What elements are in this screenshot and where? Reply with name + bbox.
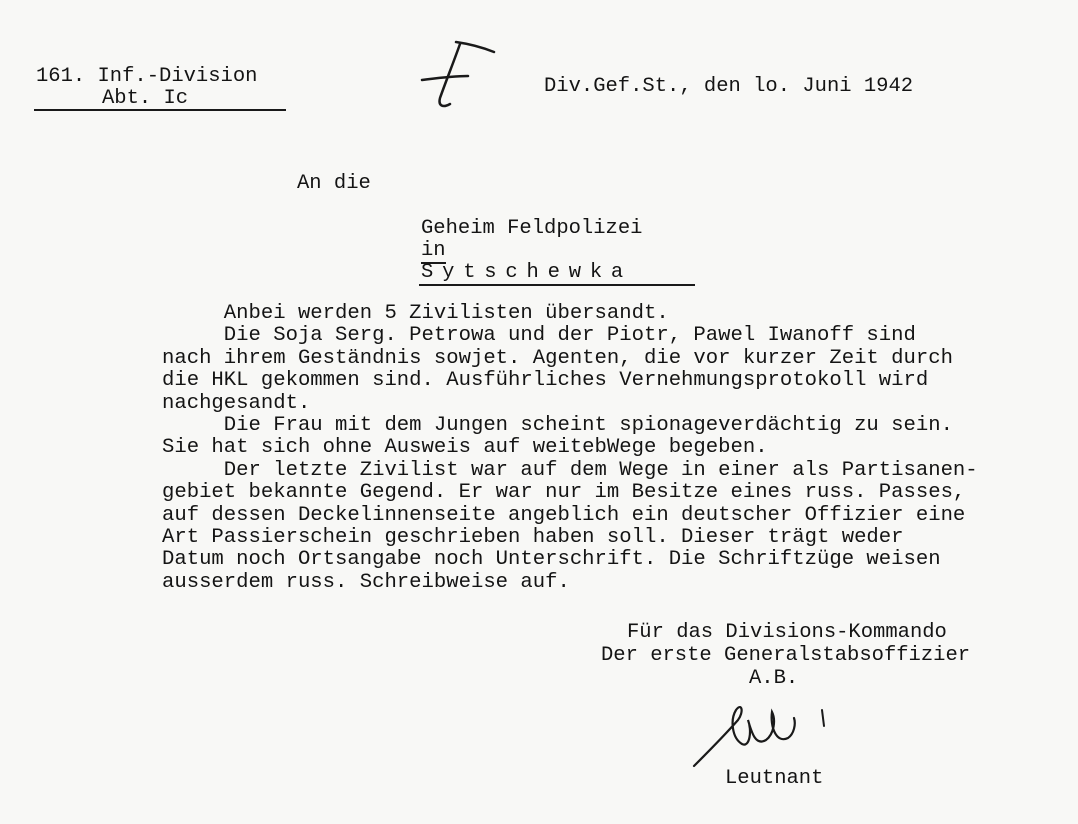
body-line: Art Passierschein geschrieben haben soll. Dieser trägt weder [162,526,904,550]
body-line: die HKL gekommen sind. Ausführliches Vernehmungsprotokoll wird [162,369,929,393]
body-line: nachgesandt. [162,391,311,415]
letterhead [36,66,257,110]
division-name: 161. Inf.-Division [36,65,258,88]
recipient-name: Geheim Feldpolizei [421,217,643,240]
letterhead-underline [34,109,286,111]
place-and-date: Div.Gef.St., den lo. Juni 1942 [544,75,914,98]
handwritten-mark-e [410,36,510,116]
handwritten-signature [690,690,840,770]
body-line: gebiet bekannte Gegend. Er war nur im Besitze eines russ. Passes, [162,481,966,505]
body-line: Anbei werden 5 Zivilisten übersandt. [162,302,669,325]
body-line: auf dessen Deckelinnenseite angeblich ein deutscher Offizier eine [162,503,966,527]
body-line: ausserdem russ. Schreibweise auf. [162,570,570,594]
closing-line-2: Der erste Generalstabsoffizier [601,644,971,667]
body-line: Sie hat sich ohne Ausweis auf weitebWege begeben. [162,436,768,460]
body-line: Die Soja Serg. Petrowa und der Piotr, Pawel Iwanoff sind [162,324,916,348]
closing-rank: Leutnant [725,767,824,790]
body-line: Datum noch Ortsangabe noch Unterschrift. Die Schriftzüge weisen [162,548,941,572]
addressee-salutation: An die [297,172,371,195]
closing-line-1: Für das Divisions-Kommando [627,621,947,644]
recipient-city: Sytschewka [421,261,633,284]
letter-body [162,303,1062,594]
body-line: Die Frau mit dem Jungen scheint spionageverdächtig zu sein. [162,414,953,438]
department-name: Abt. Ic [102,87,189,110]
recipient-in: in [421,239,446,262]
closing-ab: A.B. [749,667,799,690]
body-line: nach ihrem Geständnis sowjet. Agenten, die vor kurzer Zeit durch [162,346,953,370]
city-underline [419,284,695,286]
body-line: Der letzte Zivilist war auf dem Wege in einer als Partisanen- [162,458,978,482]
